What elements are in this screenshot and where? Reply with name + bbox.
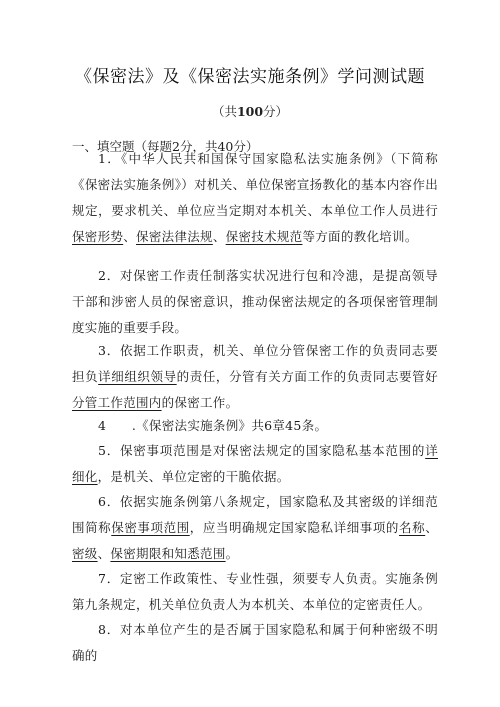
q6-answer-3: 密级 [72, 546, 98, 561]
q6-text: 6．依据实施条例第八条规定，国家隐私及其密级的详细范围简称 [72, 494, 438, 535]
question-7: 7．定密工作政策性、专业性强，须要专人负责。实施条例第九条规定，机关单位负责人为本机关、本单位的定密责任人。 [72, 571, 438, 612]
q6-text-mid: ，应当明确规定国家隐私详细事项的 [189, 520, 400, 535]
q3-text: 3．依据工作职责，机关、单位分管保密工作的负责同志要担负 [72, 343, 438, 384]
total-score [0, 102, 500, 120]
q1-text-end: 等方面的教化培训。 [302, 229, 418, 244]
subtitle-score: 100 [236, 104, 264, 119]
q1-answer-3: 保密技术规范 [225, 229, 303, 244]
q1-sep-2: 、 [212, 229, 226, 244]
question-5 [72, 438, 438, 490]
question-6 [72, 489, 438, 567]
subtitle-prefix: （共 [211, 104, 237, 119]
q5-text: 5．保密事项范围是对保密法规定的国家隐私基本范围的 [98, 443, 426, 458]
q5-text-end: ，是机关、单位定密的干脆依据。 [97, 469, 290, 484]
section-heading: 一、填空题（每题2分，共40分） [72, 139, 259, 154]
q3-text-mid: 的责任，分管有关方面工作的负责同志要管好 [176, 369, 438, 384]
question-1 [72, 146, 438, 250]
question-8: 8．对本单位产生的是否属于国家隐私和属于何种密级不明确的 [72, 622, 438, 663]
q6-answer-2: 名称 [399, 520, 426, 535]
question-2: 2．对保密工作责任制落实状况进行包和冷漶，是提高领导干部和涉密人员的保密意识，推动保密法规定的各项保密管理制度实施的重要手段。 [72, 268, 438, 335]
q6-sep-1: 、 [425, 520, 438, 535]
subtitle-suffix: 分） [263, 104, 289, 119]
q6-sep-2: 、 [97, 546, 111, 561]
question-3 [72, 338, 438, 416]
question-4: 4 .《保密法实施条例》共6章45条。 [98, 418, 328, 433]
q1-answer-2: 保密法律法规 [136, 229, 213, 244]
document-title: 《保密法》及《保密法实施条例》学问测试题 [75, 67, 425, 87]
q1-answer-1: 保密形势 [72, 229, 124, 244]
q1-sep-1: 、 [123, 229, 137, 244]
q3-text-end: 的保密工作。 [161, 395, 239, 410]
q6-answer-4: 保密期限和知悉范围 [110, 546, 226, 561]
q6-text-end: 。 [225, 546, 239, 561]
q3-answer-1: 详细组织领导 [98, 369, 177, 384]
q5-answer-1: 详细化 [72, 443, 438, 484]
q6-answer-1: 保密事项范围 [111, 520, 190, 535]
q1-text: 1．《中华人民共和国保守国家隐私法实施条例》（下简称《保密法实施条例》）对机关、单位保密宣扬教化的基本内容作出规定，要求机关、单位应当定期对本机关、本单位工作人员进行 [72, 151, 438, 218]
q3-answer-2: 分管工作范围内 [72, 395, 162, 410]
